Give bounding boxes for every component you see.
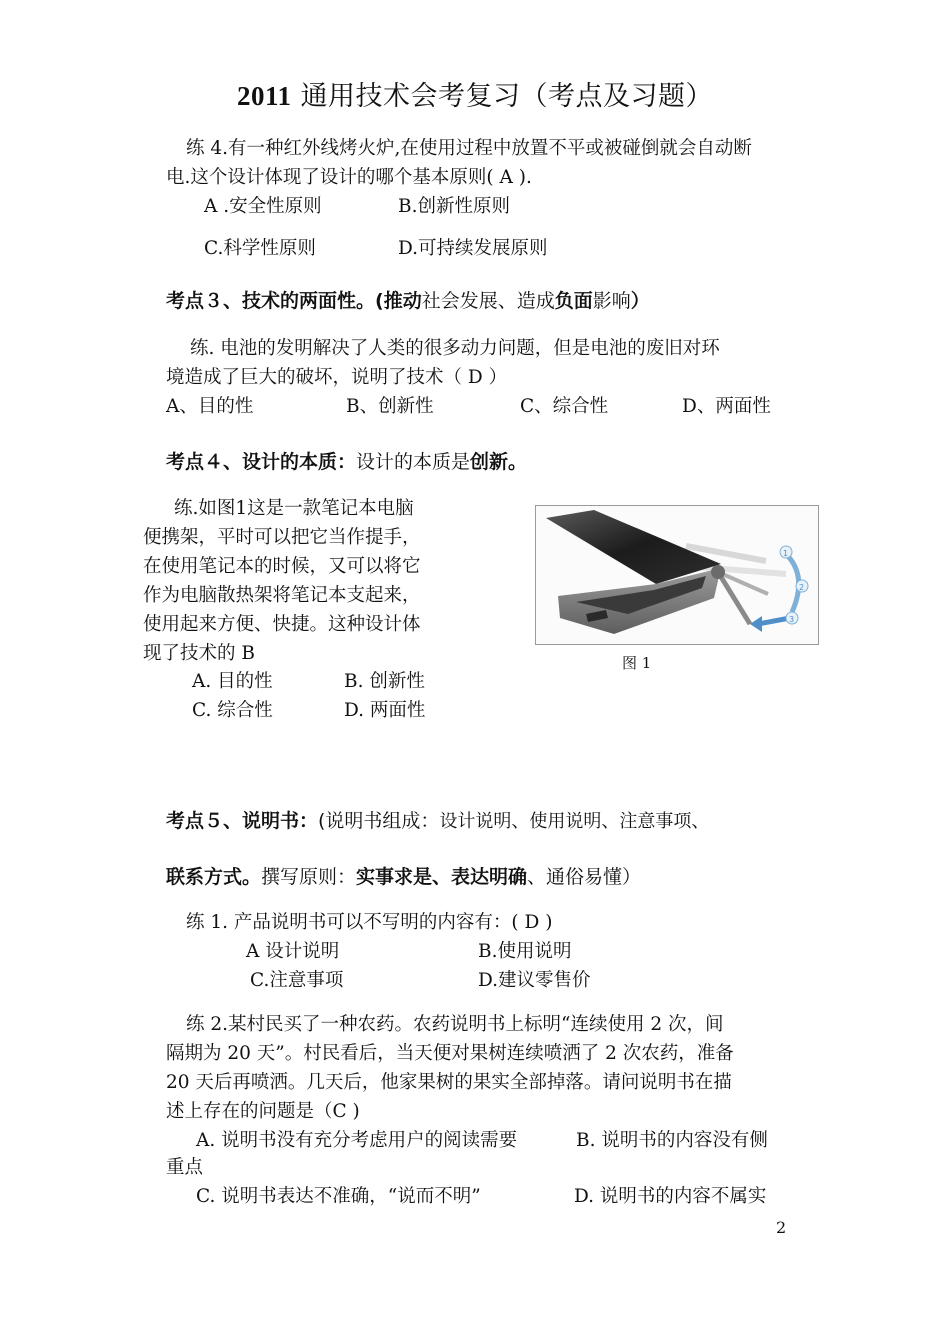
q2-option-c: C. 说明书表达不准确，“说而不明” (196, 1186, 481, 1207)
laptop-stem-line2: 便携架，平时可以把它当作提手， (143, 527, 421, 548)
laptop-stem-line5: 使用起来方便、快捷。这种设计体 (143, 614, 421, 635)
page-title (0, 74, 950, 113)
figure-caption: 图 1 (622, 654, 652, 672)
step-2-label: 2 (799, 583, 805, 592)
battery-stem-line2: 境造成了巨大的破坏，说明了技术（ D ） (166, 367, 508, 388)
step-1-label: 1 (783, 549, 789, 558)
page-number: 2 (776, 1218, 787, 1237)
kp5-heading-line1: 考点５、说明书：(说明书组成：设计说明、使用说明、注意事项、 (166, 810, 710, 832)
q4-option-d: D.可持续发展原则 (398, 238, 548, 259)
battery-option-c: C、综合性 (520, 396, 609, 417)
laptop-option-c: C. 综合性 (192, 700, 273, 721)
q1-option-a: A 设计说明 (246, 941, 340, 962)
title-year: 2011 (236, 81, 292, 111)
q2-option-b: B. 说明书的内容没有侧 (576, 1130, 768, 1151)
laptop-illustration (536, 506, 818, 644)
arrow-head-icon (750, 616, 762, 632)
q2-stem-line2: 隔期为 20 天”。村民看后，当天便对果树连续喷洒了 2 次农药，准备 (166, 1043, 734, 1064)
q4-stem-line1: 练 4.有一种红外线烤火炉,在使用过程中放置不平或被碰倒就会自动断 (186, 138, 752, 159)
battery-stem-line1: 练. 电池的发明解决了人类的很多动力问题，但是电池的废旧对环 (190, 338, 720, 359)
q1-stem: 练 1. 产品说明书可以不写明的内容有：( D ) (186, 912, 553, 933)
q2-option-b-cont: 重点 (166, 1157, 204, 1178)
laptop-stem-line1: 练.如图1这是一款笔记本电脑 (174, 498, 414, 519)
title-text: 通用技术会考复习（考点及习题） (300, 81, 714, 112)
figure-laptop-stand (535, 505, 819, 645)
laptop-option-b: B. 创新性 (344, 671, 425, 692)
laptop-option-a: A. 目的性 (192, 671, 273, 692)
kp3-heading: 考点３、技术的两面性。(推动社会发展、造成负面影响） (166, 290, 650, 312)
q4-option-c: C.科学性原则 (204, 238, 316, 259)
stand-hinge (711, 565, 725, 579)
laptop-stem-line4: 作为电脑散热架将笔记本支起来， (143, 585, 421, 606)
kp5-heading-line2: 联系方式。撰写原则：实事求是、表达明确、通俗易懂） (166, 866, 642, 888)
laptop-stem-line6: 现了技术的 B (143, 643, 255, 664)
rotation-arrow-icon (758, 618, 790, 624)
laptop-option-d: D. 两面性 (344, 700, 426, 721)
battery-option-b: B、创新性 (346, 396, 434, 417)
q4-option-a: A .安全性原则 (204, 196, 322, 217)
q1-option-b: B.使用说明 (478, 941, 572, 962)
kp4-heading: 考点４、设计的本质：设计的本质是创新。 (166, 451, 528, 473)
laptop-stem-line3: 在使用笔记本的时候，又可以将它 (143, 556, 421, 577)
q4-stem-line2: 电.这个设计体现了设计的哪个基本原则( A ). (166, 167, 532, 188)
q1-option-c: C.注意事项 (250, 970, 344, 991)
q4-option-b: B.创新性原则 (398, 196, 510, 217)
q2-stem-line4: 述上存在的问题是（C ) (166, 1101, 360, 1122)
q1-option-d: D.建议零售价 (478, 970, 591, 991)
q2-option-d: D. 说明书的内容不属实 (574, 1186, 767, 1207)
step-3-label: 3 (789, 615, 795, 624)
q2-stem-line1: 练 2.某村民买了一种农药。农药说明书上标明“连续使用 2 次，间 (186, 1014, 724, 1035)
battery-option-a: A、目的性 (166, 396, 254, 417)
q2-stem-line3: 20 天后再喷洒。几天后，他家果树的果实全部掉落。请问说明书在描 (166, 1072, 732, 1093)
battery-option-d: D、两面性 (682, 396, 771, 417)
q2-option-a: A. 说明书没有充分考虑用户的阅读需要 (196, 1130, 518, 1151)
